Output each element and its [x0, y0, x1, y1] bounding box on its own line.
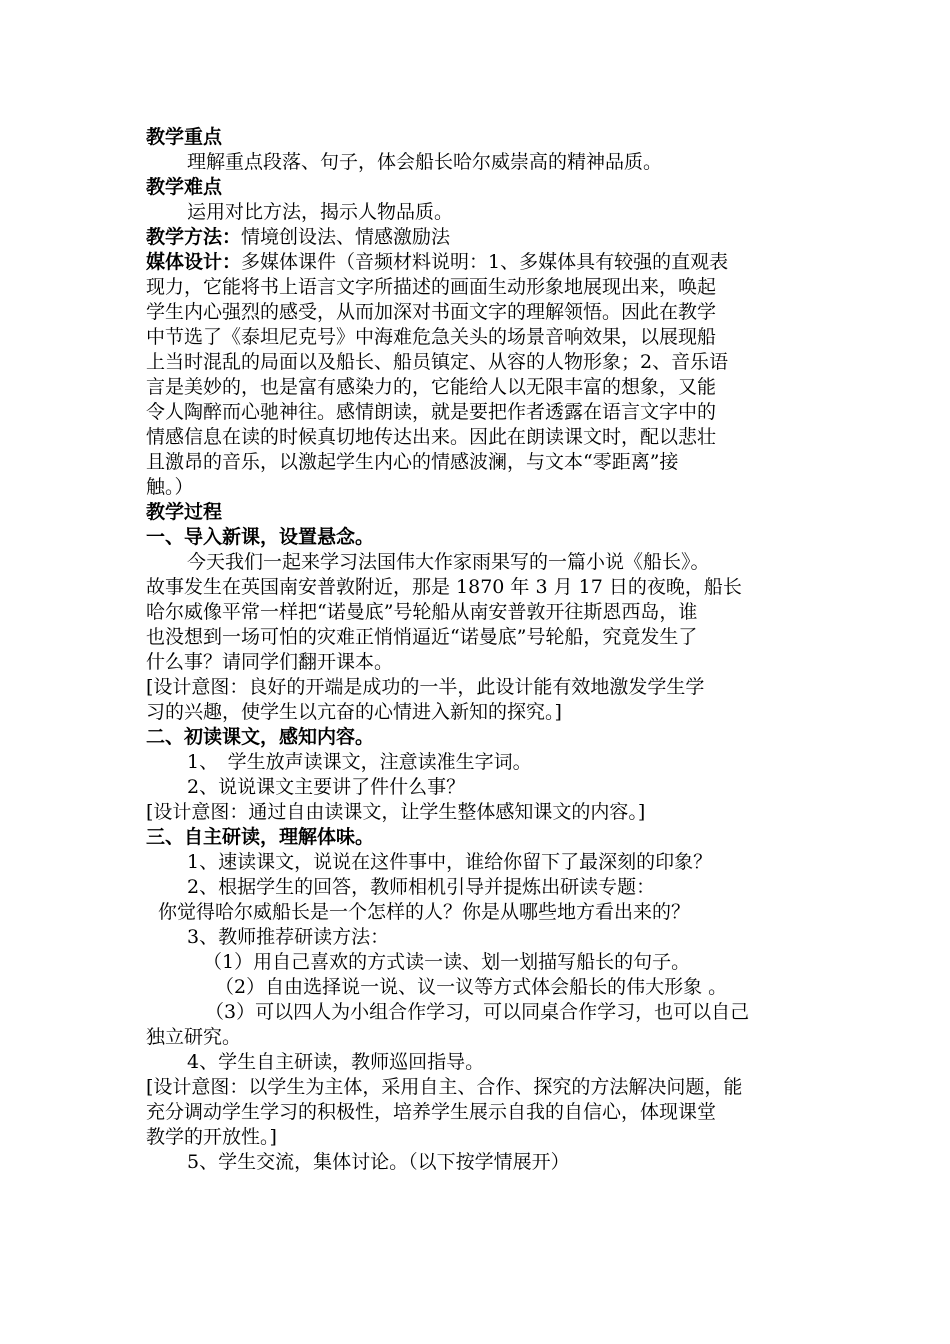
- section-1-note: 习的兴趣，使学生以亢奋的心情进入新知的探究。]: [146, 701, 562, 723]
- method-text: 情境创设法、情感激励法: [241, 226, 451, 248]
- section-3-note: [设计意图：以学生为主体，采用自主、合作、探究的方法解决问题，能: [146, 1076, 743, 1098]
- method-label: 教学方法：: [146, 226, 242, 248]
- media-text: 多媒体课件（音频材料说明：1、多媒体具有较强的直观表: [241, 251, 729, 273]
- process-heading: 教学过程: [146, 501, 223, 523]
- focus-text: 理解重点段落、句子，体会船长哈尔威崇高的精神品质。: [187, 151, 663, 173]
- section-1-heading: 一、导入新课，设置悬念。: [146, 526, 375, 548]
- media-text-line: 学生内心强烈的感受，从而加深对书面文字的理解领悟。因此在教学: [146, 301, 717, 323]
- section-3-subitem: （3）可以四人为小组合作学习，可以同桌合作学习，也可以自己: [205, 1001, 750, 1023]
- section-3-note: 教学的开放性。]: [146, 1126, 277, 1148]
- media-text-line: 情感信息在读的时候真切地传达出来。因此在朗读课文时，配以悲壮: [146, 426, 717, 448]
- section-3-item: 5、学生交流，集体讨论。（以下按学情展开）: [187, 1151, 570, 1173]
- difficulty-text: 运用对比方法，揭示人物品质。: [187, 201, 454, 223]
- section-3-subitem: （2）自由选择说一说、议一议等方式体会船长的伟大形象 。: [215, 976, 728, 998]
- section-1-note: [设计意图：良好的开端是成功的一半，此设计能有效地激发学生学: [146, 676, 705, 698]
- section-3-item: 2、根据学生的回答，教师相机引导并提炼出研读专题：: [187, 876, 656, 898]
- section-2-item: 1、 学生放声读课文，注意读准生字词。: [187, 751, 532, 773]
- section-2-note: [设计意图：通过自由读课文，让学生整体感知课文的内容。]: [146, 801, 646, 823]
- section-3-item: 3、教师推荐研读方法：: [187, 926, 390, 948]
- media-text-line: 且激昂的音乐，以激起学生内心的情感波澜，与文本“零距离”接: [146, 451, 679, 473]
- section-3-note: 充分调动学生学习的积极性，培养学生展示自我的自信心，体现课堂: [146, 1101, 717, 1123]
- media-label: 媒体设计：: [146, 251, 242, 273]
- section-1-text: 什么事？请同学们翻开课本。: [146, 651, 394, 673]
- section-3-item: 4、学生自主研读，教师巡回指导。: [187, 1051, 485, 1073]
- media-line: [146, 251, 728, 274]
- section-2-heading: 二、初读课文，感知内容。: [146, 726, 375, 748]
- section-3-item: 1、速读课文，说说在这件事中，谁给你留下了最深刻的印象？: [187, 851, 713, 873]
- section-1-text: 哈尔威像平常一样把“诺曼底”号轮船从南安普敦开往斯恩西岛，谁: [146, 601, 698, 623]
- media-text-line: 现力，它能将书上语言文字所描述的画面生动形象地展现出来，唤起: [146, 276, 717, 298]
- section-2-item: 2、说说课文主要讲了件什么事？: [187, 776, 466, 798]
- method-line: [146, 226, 450, 249]
- media-text-line: 上当时混乱的局面以及船长、船员镇定、从容的人物形象；2、音乐语: [146, 351, 729, 373]
- section-3-heading: 三、自主研读，理解体味。: [146, 826, 375, 848]
- section-1-text: 也没想到一场可怕的灾难正悄悄逼近“诺曼底”号轮船，究竟发生了: [146, 626, 698, 648]
- section-1-text: 故事发生在英国南安普敦附近，那是 1870 年 3 月 17 日的夜晚，船长: [146, 576, 742, 598]
- difficulty-heading: 教学难点: [146, 176, 223, 198]
- section-3-topic: 你觉得哈尔威船长是一个怎样的人？你是从哪些地方看出来的？: [158, 901, 691, 923]
- section-3-subitem-cont: 独立研究。: [146, 1026, 242, 1048]
- focus-heading: 教学重点: [146, 126, 223, 148]
- media-text-line: 令人陶醉而心驰神往。感情朗读，就是要把作者透露在语言文字中的: [146, 401, 717, 423]
- section-1-text: 今天我们一起来学习法国伟大作家雨果写的一篇小说《船长》。: [187, 551, 710, 573]
- media-text-line: 触。）: [146, 476, 194, 498]
- media-text-line: 言是美妙的，也是富有感染力的，它能给人以无限丰富的想象，又能: [146, 376, 717, 398]
- section-3-subitem: （1）用自己喜欢的方式读一读、划一划描写船长的句子。: [203, 951, 691, 973]
- media-text-line: 中节选了《泰坦尼克号》中海难危急关头的场景音响效果，以展现船: [146, 326, 717, 348]
